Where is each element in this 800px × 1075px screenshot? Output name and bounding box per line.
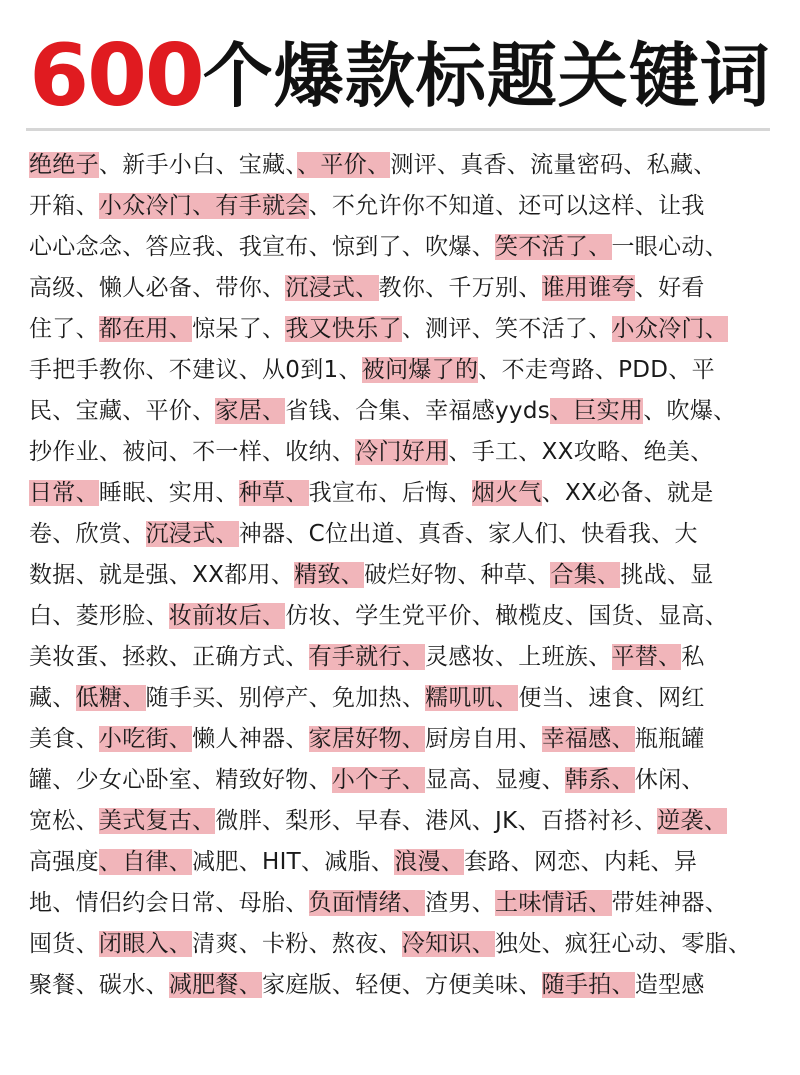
keyword-line xyxy=(29,473,779,514)
keyword-text: 省钱、合集、幸福感yyds xyxy=(285,398,551,424)
keyword-text: 造型感 xyxy=(634,972,705,998)
highlighted-keyword: 、巨实用 xyxy=(550,398,644,424)
keyword-text: 微胖、梨形、早春、港风、JK、百搭衬衫、 xyxy=(215,808,658,834)
keyword-text: 高级、懒人必备、带你、 xyxy=(29,275,286,301)
keyword-text: 仿妆、学生党平价、橄榄皮、国货、显高、 xyxy=(285,603,729,629)
highlighted-keyword: 日常、 xyxy=(29,480,99,506)
keyword-line xyxy=(29,678,779,719)
highlighted-keyword: 小吃街、 xyxy=(98,726,193,752)
keyword-line xyxy=(29,309,779,350)
keyword-text: 神器、C位出道、真香、家人们、快看我、大 xyxy=(238,521,698,547)
highlighted-keyword: 负面情绪、 xyxy=(308,890,426,916)
highlighted-keyword: 平替、 xyxy=(611,644,682,670)
keyword-text: 随手买、别停产、免加热、 xyxy=(145,685,426,711)
highlighted-keyword: 冷门好用 xyxy=(355,439,449,465)
highlighted-keyword: 幸福感、 xyxy=(541,726,635,752)
keyword-text: 挑战、显 xyxy=(620,562,714,588)
highlighted-keyword: 我又快乐了 xyxy=(285,316,402,342)
keyword-line xyxy=(29,719,779,760)
highlighted-keyword: 妆前妆后、 xyxy=(168,603,286,629)
highlighted-keyword: 笑不活了、 xyxy=(495,234,612,260)
keyword-text: 惊呆了、 xyxy=(192,316,286,342)
highlighted-keyword: 精致、 xyxy=(294,562,365,588)
keyword-line xyxy=(29,842,779,883)
highlighted-keyword: 谁用谁夸 xyxy=(541,275,635,301)
highlighted-keyword: 合集、 xyxy=(550,562,621,588)
highlighted-keyword: 小众冷门、 xyxy=(611,316,729,342)
keyword-text: 、测评、笑不活了、 xyxy=(401,316,612,342)
keyword-text: 厨房自用、 xyxy=(425,726,542,752)
keyword-text: 带娃神器、 xyxy=(611,890,729,916)
keyword-text: 套路、网恋、内耗、异 xyxy=(464,849,698,875)
highlighted-keyword: 小个子、 xyxy=(331,767,426,793)
keyword-line xyxy=(29,883,779,924)
highlighted-keyword: 逆袭、 xyxy=(657,808,728,834)
keyword-text: 住了、 xyxy=(29,316,99,342)
keyword-line xyxy=(29,555,779,596)
highlighted-keyword: 被问爆了的 xyxy=(361,357,479,383)
keyword-line xyxy=(29,145,779,186)
keyword-text: 卷、欣赏、 xyxy=(29,521,146,547)
page-title xyxy=(0,28,800,124)
keyword-text: 显高、显瘦、 xyxy=(425,767,565,793)
highlighted-keyword: 绝绝子 xyxy=(29,152,99,178)
title-divider xyxy=(26,128,770,131)
highlighted-keyword: 冷知识、 xyxy=(401,931,496,957)
keyword-line xyxy=(29,596,779,637)
highlighted-keyword: 、平价、 xyxy=(297,152,391,178)
highlighted-keyword: 烟火气 xyxy=(471,480,542,506)
keyword-text: 抄作业、被问、不一样、收纳、 xyxy=(29,439,356,465)
keyword-text: 便当、速食、网红 xyxy=(518,685,705,711)
keyword-line xyxy=(29,186,779,227)
keyword-text: 私 xyxy=(681,644,705,670)
highlighted-keyword: 低糖、 xyxy=(75,685,146,711)
keyword-text: 民、宝藏、平价、 xyxy=(29,398,216,424)
highlighted-keyword: 糯叽叽、 xyxy=(425,685,519,711)
highlighted-keyword: 家居好物、 xyxy=(308,726,426,752)
keyword-text: 聚餐、碳水、 xyxy=(29,972,169,998)
highlighted-keyword: 美式复古、 xyxy=(98,808,216,834)
keyword-text: 高强度 xyxy=(29,849,99,875)
title-text: 个爆款标题关键词 xyxy=(202,35,771,117)
keyword-text: 教你、千万别、 xyxy=(378,275,542,301)
highlighted-keyword: 土味情话、 xyxy=(495,890,612,916)
keyword-text: 囤货、 xyxy=(29,931,99,957)
highlighted-keyword: 随手拍、 xyxy=(541,972,635,998)
keyword-line xyxy=(29,350,779,391)
keyword-text: 、吹爆、 xyxy=(643,398,737,424)
keyword-text: 灵感妆、上班族、 xyxy=(425,644,612,670)
keyword-text: 、好看 xyxy=(634,275,705,301)
highlighted-keyword: 减肥餐、 xyxy=(168,972,263,998)
title-number: 600 xyxy=(29,26,203,126)
keyword-text: 懒人神器、 xyxy=(192,726,309,752)
keyword-line xyxy=(29,924,779,965)
keyword-text: 休闲、 xyxy=(634,767,705,793)
highlighted-keyword: 浪漫、 xyxy=(394,849,465,875)
keyword-text: 罐、少女心卧室、精致好物、 xyxy=(29,767,332,793)
keyword-text: 数据、就是强、XX都用、 xyxy=(29,562,295,588)
highlighted-keyword: 有手就行、 xyxy=(308,644,426,670)
keyword-line xyxy=(29,391,779,432)
keyword-text: 减肥、HIT、减脂、 xyxy=(192,849,395,875)
keyword-text: 瓶瓶罐 xyxy=(634,726,705,752)
highlighted-keyword: 小众冷门、 xyxy=(98,193,216,219)
keyword-text: 、手工、XX攻略、绝美、 xyxy=(448,439,714,465)
highlighted-keyword: 有手就会 xyxy=(215,193,309,219)
keyword-text: 心心念念、答应我、我宣布、惊到了、吹爆、 xyxy=(29,234,495,260)
keyword-text: 白、菱形脸、 xyxy=(29,603,169,629)
keyword-line xyxy=(29,760,779,801)
keyword-text: 宽松、 xyxy=(29,808,99,834)
keyword-text: 、XX必备、就是 xyxy=(541,480,714,506)
highlighted-keyword: 韩系、 xyxy=(564,767,635,793)
keyword-line xyxy=(29,268,779,309)
keyword-text: 一眼心动、 xyxy=(611,234,728,260)
keyword-text: 家庭版、轻便、方便美味、 xyxy=(262,972,542,998)
keyword-line xyxy=(29,227,779,268)
highlighted-keyword: 都在用、 xyxy=(98,316,193,342)
highlighted-keyword: 闭眼入、 xyxy=(98,931,193,957)
keyword-line xyxy=(29,514,779,555)
keyword-text: 我宣布、后悔、 xyxy=(308,480,472,506)
keyword-line xyxy=(29,637,779,678)
keyword-text: 美食、 xyxy=(29,726,99,752)
highlighted-keyword: 、自律、 xyxy=(98,849,193,875)
keyword-text: 清爽、卡粉、熬夜、 xyxy=(192,931,402,957)
keyword-text: 渣男、 xyxy=(425,890,496,916)
highlighted-keyword: 沉浸式、 xyxy=(145,521,239,547)
keyword-line xyxy=(29,432,779,473)
highlighted-keyword: 种草、 xyxy=(238,480,309,506)
keyword-text: 藏、 xyxy=(29,685,76,711)
keyword-text: 测评、真香、流量密码、私藏、 xyxy=(390,152,717,178)
keyword-text: 开箱、 xyxy=(29,193,99,219)
highlighted-keyword: 沉浸式、 xyxy=(285,275,379,301)
keyword-line xyxy=(29,801,779,842)
keyword-text: 、不允许你不知道、还可以这样、让我 xyxy=(308,193,705,219)
keyword-text: 美妆蛋、拯救、正确方式、 xyxy=(29,644,309,670)
keyword-text: 破烂好物、种草、 xyxy=(364,562,551,588)
keyword-text: 手把手教你、不建议、从0到1、 xyxy=(29,357,362,383)
keyword-text: 地、情侣约会日常、母胎、 xyxy=(29,890,309,916)
keyword-text: 、新手小白、宝藏、 xyxy=(98,152,298,178)
keyword-text: 独处、疯狂心动、零脂、 xyxy=(495,931,752,957)
keyword-line xyxy=(29,965,779,1006)
keyword-text: 、不走弯路、PDD、平 xyxy=(478,357,715,383)
highlighted-keyword: 家居、 xyxy=(215,398,286,424)
keyword-text: 睡眠、实用、 xyxy=(98,480,239,506)
keyword-list xyxy=(29,145,779,1006)
